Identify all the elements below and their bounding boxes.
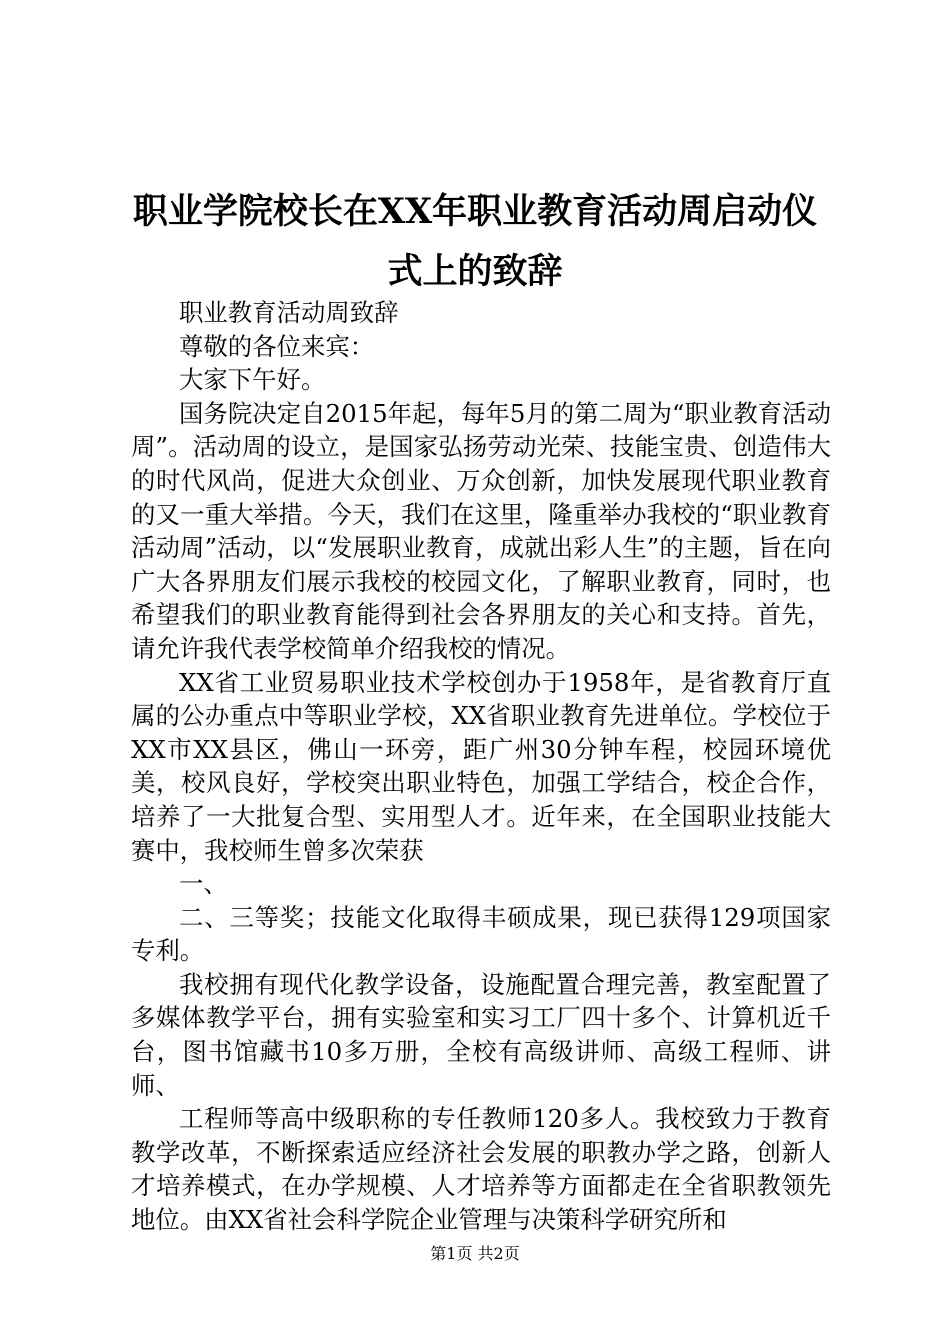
paragraph-subtitle: 职业教育活动周致辞 — [179, 298, 399, 327]
paragraph: 工程师等高中级职称的专任教师120多人。我校致力于教育教学改革，不断探索适应经济社会发展的职教办学之路，创新人才培养模式，在办学规模、人才培养等方面都走在全省职教领先地位。由XX省社会科学院企业管理与决策科学研究所和 — [131, 1104, 831, 1235]
paragraph: 二、三等奖；技能文化取得丰硕成果，现已获得129项国家专利。 — [131, 902, 831, 966]
paragraph: 国务院决定自2015年起，每年5月的第二周为“职业教育活动周”。活动周的设立，是国家弘扬劳动光荣、技能宝贵、创造伟大的时代风尚，促进大众创业、万众创新，加快发展现代职业教育的又一重大举措。今天，我们在这里，隆重举办我校的“职业教育活动周”活动，以“发展职业教育，成就出彩人生”的主题，旨在向广大各界朋友们展示我校的校园文化，了解职业教育，同时，也希望我们的职业教育能得到社会各界朋友的关心和支持。首先，请允许我代表学校简单介绍我校的情况。 — [131, 398, 831, 663]
paragraph-salutation: 尊敬的各位来宾： — [179, 331, 375, 361]
page-footer: 第1页 共2页 — [430, 1244, 520, 1263]
paragraph: 一、 — [179, 869, 228, 899]
document-title: 职业学院校长在XX年职业教育活动周启动仪式上的致辞 — [132, 191, 818, 292]
paragraph: XX省工业贸易职业技术学校创办于1958年，是省教育厅直属的公办重点中等职业学校，XX省职业教育先进单位。学校位于XX市XX县区，佛山一环旁，距广州30分钟车程，校园环境优美，校风良好，学校突出职业特色，加强工学结合，校企合作，培养了一大批复合型、实用型人才。近年来，在全国职业技能大赛中，我校师生曾多次荣获 — [131, 667, 831, 865]
paragraph: 我校拥有现代化教学设备，设施配置合理完善，教室配置了多媒体教学平台，拥有实验室和实习工厂四十多个、计算机近千台，图书馆藏书10多万册，全校有高级讲师、高级工程师、讲师、 — [131, 969, 831, 1100]
document-body — [131, 296, 831, 1237]
paragraph-greeting: 大家下午好。 — [179, 365, 326, 395]
